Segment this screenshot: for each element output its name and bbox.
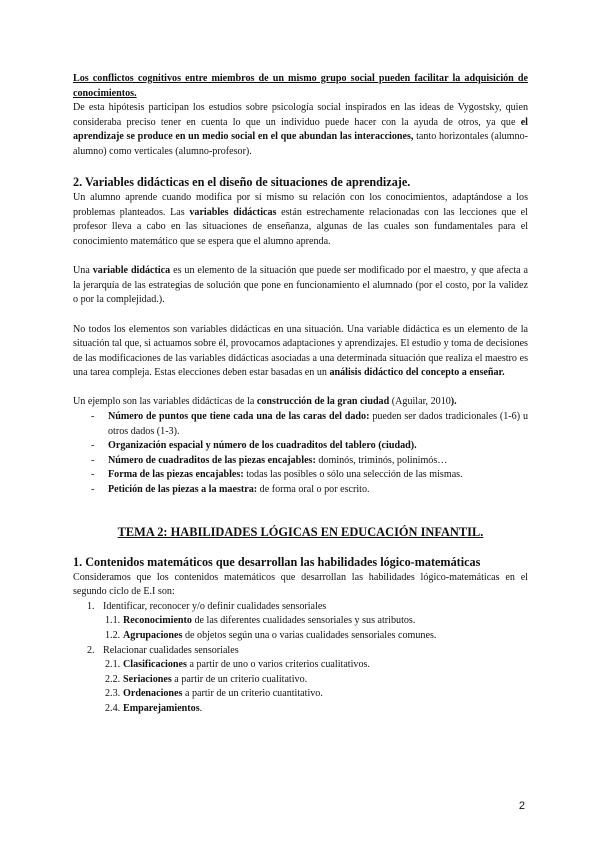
- section-2-paragraph-3: No todos los elementos son variables didácticas en una situación. Una variable didáctica es un elemento de la situación tal que, si actuamos sobre él, provocamos adaptaciones y aprendizajes. El estudio y toma de decisiones de las modificaciones de las variables didácticas asociadas a una determinada situación que realiza el maestro es una tarea compleja. Estas elecciones deben estar basadas en un análisis didáctico del concepto a enseñar.: [73, 323, 528, 379]
- list-item: 1.1. Reconocimiento de las diferentes cualidades sensoriales y sus atributos.: [105, 615, 416, 627]
- document-page: [73, 72, 528, 717]
- section-2-title: 2. Variables didácticas en el diseño de situaciones de aprendizaje.: [73, 175, 411, 190]
- list-item: 2.2. Seriaciones a partir de un criterio cualitativo.: [105, 673, 308, 685]
- list-item: 1.2. Agrupaciones de objetos según una o varias cualidades sensoriales comunes.: [105, 630, 437, 641]
- section-2-paragraph-1: Un alumno aprende cuando modifica por sí mismo su relación con los conocimientos, adaptándose a los problemas planteados. Las variables didácticas están estrechamente relacionadas con las lecciones que el profesor lleva a cabo en las situaciones de enseñanza, algunas de las cuales son fundamentales para el conocimiento matemático que se espera que el alumno aprenda.: [73, 192, 528, 247]
- didactic-variables-list: [73, 410, 528, 498]
- list-item: - Forma de las piezas encajables: todas las posibles o sólo una selección de las mismas.: [73, 468, 528, 483]
- list-item: 1. Identificar, reconocer y/o definir cualidades sensoriales: [87, 600, 327, 612]
- list-item: 2.1. Clasificaciones a partir de uno o varios criterios cualitativos.: [105, 659, 370, 671]
- intro-paragraph: De esta hipótesis participan los estudios sobre psicología social inspirados en las ideas de Vygostsky, quien consideraba preciso tener en cuenta lo que un individuo puede hacer con la ayuda de otros, ya que el aprendizaje se produce en un medio social en el que abundan las interacciones, tanto horizontales (alumno-alumno) como verticales (alumno-profesor).: [73, 102, 528, 157]
- list-item: 2.4. Emparejamientos.: [105, 702, 203, 714]
- section-1-title: 1. Contenidos matemáticos que desarrollan las habilidades lógico-matemáticas: [73, 554, 481, 569]
- list-item: 2.3. Ordenaciones a partir de un criterio cuantitativo.: [105, 688, 323, 700]
- list-item: - Petición de las piezas a la maestra: de forma oral o por escrito.: [73, 483, 528, 498]
- tema-2-title: TEMA 2: HABILIDADES LÓGICAS EN EDUCACIÓN INFANTIL.: [117, 524, 484, 539]
- section-2-paragraph-2: Una variable didáctica es un elemento de la situación que puede ser modificado por el maestro, y que afecta a la jerarquía de las estrategias de solución que pone en funcionamiento el alumnado (por el costo, por la validez o por la complejidad.).: [73, 265, 528, 306]
- list-item: - Número de cuadraditos de las piezas encajables: dominós, triminós, polinimós…: [73, 454, 528, 469]
- list-item: 2. Relacionar cualidades sensoriales: [87, 644, 239, 656]
- page-number: 2: [518, 800, 525, 812]
- section-1-intro: Consideramos que los contenidos matemáticos que desarrollan las habilidades lógico-matemáticas en el segundo ciclo de E.I son:: [73, 571, 528, 598]
- list-item: - Organización espacial y número de los cuadraditos del tablero (ciudad).: [73, 439, 528, 454]
- intro-heading: Los conflictos cognitivos entre miembros de un mismo grupo social pueden facilitar la adquisición de conocimientos.: [73, 73, 528, 99]
- section-2-paragraph-4: Un ejemplo son las variables didácticas de la construcción de la gran ciudad (Aguilar, 2010).: [73, 396, 457, 408]
- list-item: - Número de puntos que tiene cada una de las caras del dado: pueden ser dados tradicionales (1-6) u otros dados (1-3).: [73, 410, 528, 439]
